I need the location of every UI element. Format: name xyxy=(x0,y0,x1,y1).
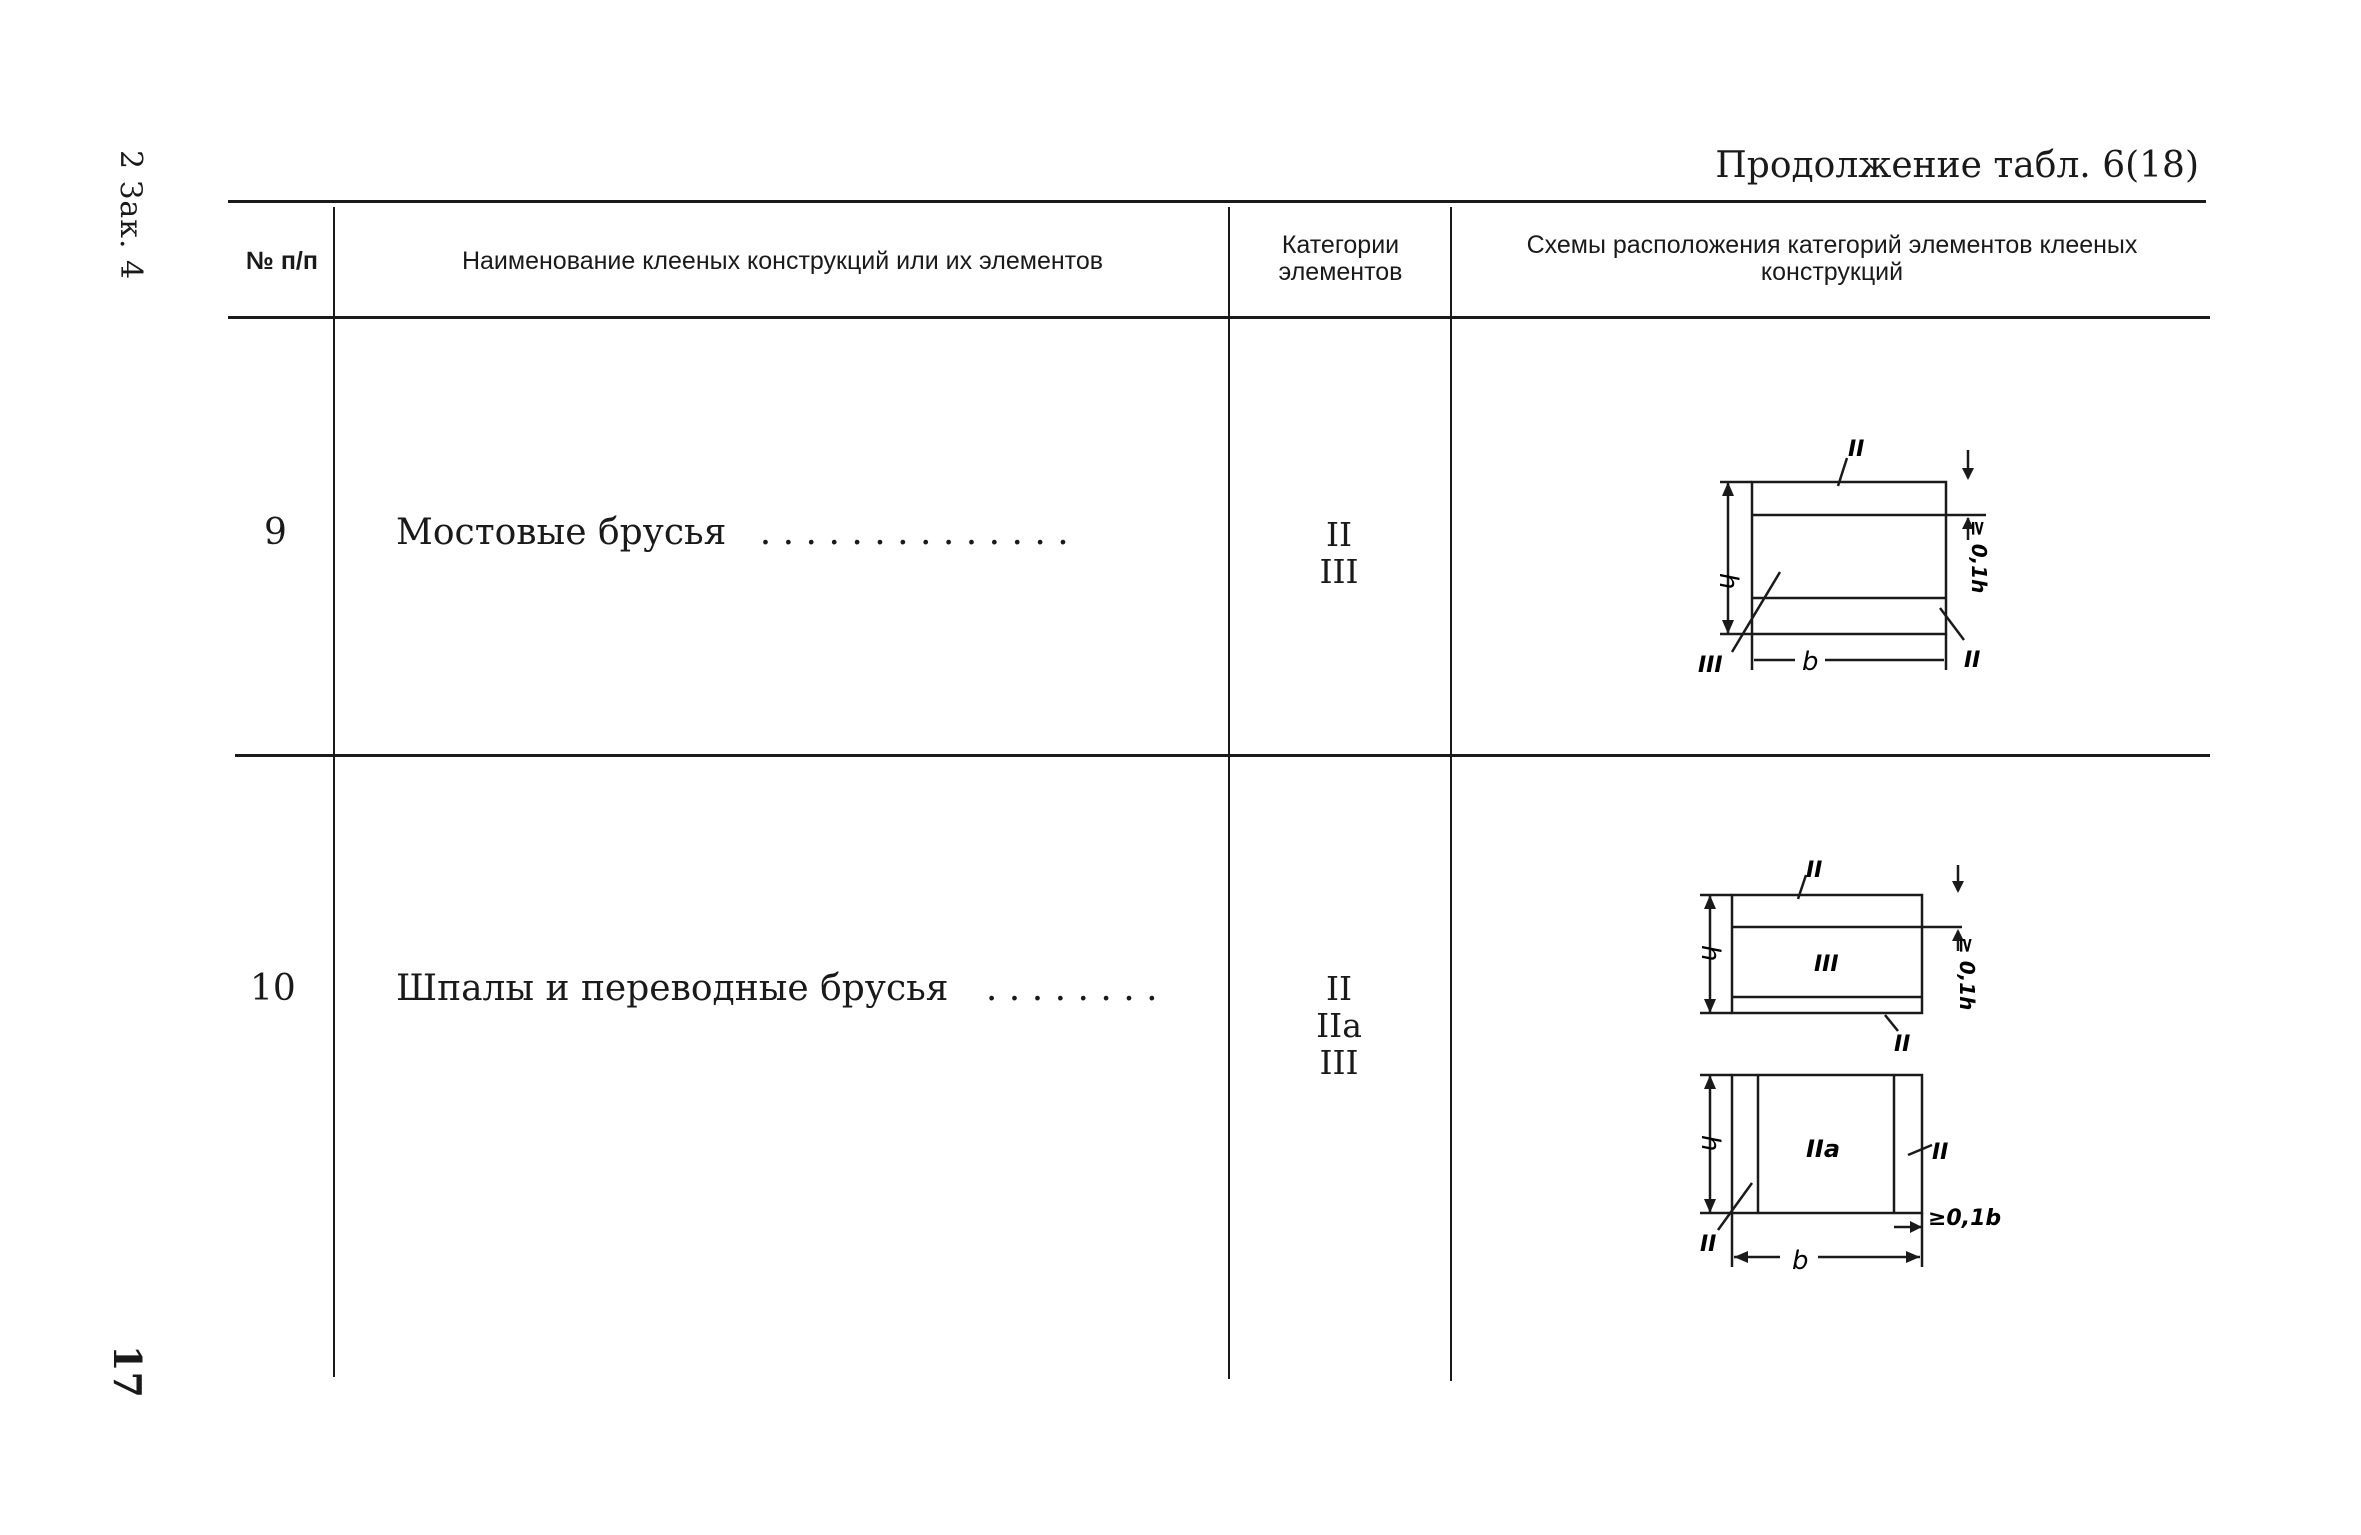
table-title: Продолжение табл. 6(18) xyxy=(1715,145,2199,186)
col-divider-2 xyxy=(1228,207,1230,1379)
row-9-categories xyxy=(1279,516,1399,590)
side-note: 2 Зак. 4 xyxy=(113,150,148,281)
row-10-diagram-label-lower-mid: IIa xyxy=(1806,1135,1841,1163)
header-schemes-line2: конструкций xyxy=(1760,258,1904,286)
row-9-category: II xyxy=(1325,515,1353,554)
row-9-diagram xyxy=(1690,430,2020,690)
row-10-name xyxy=(396,968,1158,1009)
row-10-category: IIa xyxy=(1316,1006,1362,1045)
row-10-diagram-label-lower-ratio: ≥0,1b xyxy=(1928,1206,2002,1231)
col-divider-3 xyxy=(1450,207,1452,1381)
row-10-category: III xyxy=(1319,1043,1359,1082)
row-10-diagram-label-upper-mid: III xyxy=(1814,952,1839,977)
row-10-diagram-label-lower-b: b xyxy=(1792,1246,1809,1276)
header-schemes-line1: Схемы расположения категорий элементов клееных xyxy=(1526,231,2138,259)
row-9-leader: . . . . . . . . . . . . . . xyxy=(759,512,1069,553)
row-9-name-text: Мостовые брусья xyxy=(396,512,727,553)
table-top-rule xyxy=(228,200,2206,203)
row-10-diagram-label-upper-h: h xyxy=(1695,945,1725,962)
row-10-diagram-label-upper-bottom: II xyxy=(1894,1032,1911,1057)
header-schemes xyxy=(1462,232,2202,286)
header-categories-line1: Категории xyxy=(1281,231,1400,259)
row-9-diagram-label-bottom-right: II xyxy=(1964,648,1981,673)
row-9-name xyxy=(396,512,1069,553)
header-categories xyxy=(1238,232,1443,286)
row-9-diagram-label-h: h xyxy=(1713,573,1743,590)
row-10-diagram-label-lower-h: h xyxy=(1695,1135,1725,1152)
row-separator xyxy=(235,754,2210,757)
row-9-number: 9 xyxy=(264,512,287,553)
row-10-categories xyxy=(1279,970,1399,1081)
row-10-diagram-label-lower-left: II xyxy=(1700,1232,1717,1257)
page-number: 17 xyxy=(105,1345,150,1398)
row-10-diagram xyxy=(1670,855,2010,1285)
row-9-diagram-label-bottom-left: III xyxy=(1698,653,1723,678)
header-bottom-rule xyxy=(228,316,2210,319)
col-divider-1 xyxy=(333,207,335,1377)
header-categories-line2: элементов xyxy=(1278,258,1403,286)
row-9-category: III xyxy=(1319,552,1359,591)
row-9-diagram-label-ratio: ≥ 0,1h xyxy=(1967,520,1991,594)
row-10-diagram-label-upper-top: II xyxy=(1806,858,1823,883)
header-name: Наименование клееных конструкций или их элементов xyxy=(461,247,1104,275)
row-9-diagram-label-b: b xyxy=(1802,647,1819,677)
header-num: № п/п xyxy=(246,247,318,275)
row-10-leader: . . . . . . . . xyxy=(985,968,1158,1009)
row-10-number: 10 xyxy=(250,968,296,1009)
row-10-category: II xyxy=(1325,969,1353,1008)
row-9-diagram-label-top: II xyxy=(1848,437,1865,462)
row-10-name-text: Шпалы и переводные брусья xyxy=(396,968,949,1009)
row-10-diagram-label-upper-ratio: ≥ 0,1h xyxy=(1955,937,1979,1011)
row-10-diagram-label-lower-right: II xyxy=(1932,1140,1949,1165)
